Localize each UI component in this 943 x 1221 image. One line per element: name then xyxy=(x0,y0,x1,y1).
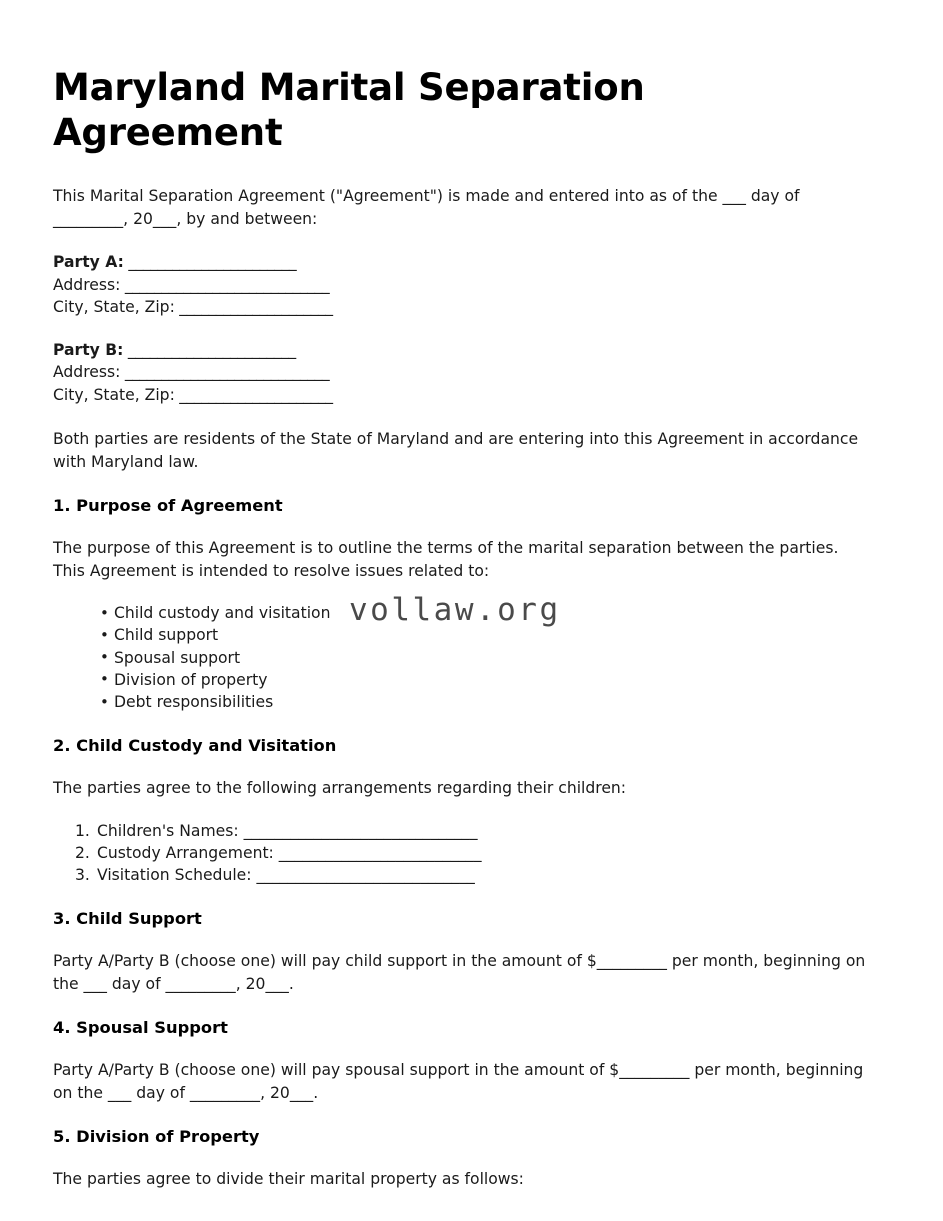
list-item: Children's Names: ______________________________ xyxy=(97,821,478,840)
list-item: • Debt responsibilities xyxy=(100,691,875,713)
list-item: Visitation Schedule: ____________________________ xyxy=(97,866,475,885)
watermark: vollaw.org xyxy=(349,592,561,628)
section-body-2: The parties agree to the following arrangements regarding their children: xyxy=(53,779,627,798)
party-a-city-blank: _____________________ xyxy=(174,298,333,317)
party-a-label: Party A: xyxy=(53,253,124,272)
section-heading-2: 2. Child Custody and Visitation xyxy=(53,736,337,756)
residency-paragraph: Both parties are residents of the State of Maryland and are entering into this Agreement in accordance with Maryland law. xyxy=(53,430,859,471)
party-a-address-line xyxy=(53,274,875,297)
party-b-city-blank: _____________________ xyxy=(174,385,333,404)
party-a-address-label: Address: xyxy=(53,275,121,294)
list-item: • Child support xyxy=(100,624,875,646)
party-b-city-label: City, State, Zip: xyxy=(53,385,175,404)
section-heading-5: 5. Division of Property xyxy=(53,1127,260,1147)
party-a-block xyxy=(53,251,875,319)
section-heading-4: 4. Spousal Support xyxy=(53,1018,228,1038)
party-b-name-line xyxy=(53,339,875,362)
section-body-5: The parties agree to divide their marital property as follows: xyxy=(53,1170,524,1189)
list-item: • Spousal support xyxy=(100,647,875,669)
section-body-3: Party A/Party B (choose one) will pay child support in the amount of $_________ per month, beginning on the ___ day of _________, 20___. xyxy=(53,952,866,993)
party-a-name-blank: _______________________ xyxy=(123,253,297,272)
custody-numbered-list xyxy=(53,820,875,887)
party-b-address-blank: ____________________________ xyxy=(120,363,330,382)
list-item: • Child custody and visitation xyxy=(100,602,875,624)
party-b-block xyxy=(53,339,875,407)
section-body-1: The purpose of this Agreement is to outline the terms of the marital separation between the parties. This Agreement is intended to resolve issues related to: xyxy=(53,539,839,580)
purpose-bullet-list xyxy=(53,602,875,713)
party-b-name-blank: _______________________ xyxy=(123,340,296,359)
party-a-city-line xyxy=(53,296,875,319)
list-item: Custody Arrangement: __________________________ xyxy=(97,843,482,862)
intro-paragraph: This Marital Separation Agreement ("Agreement") is made and entered into as of the ___ day of _________, 20___, by and between: xyxy=(53,187,800,228)
page-title: Maryland Marital Separation Agreement xyxy=(53,66,645,155)
party-b-city-line xyxy=(53,384,875,407)
party-a-name-line xyxy=(53,251,875,274)
party-a-city-label: City, State, Zip: xyxy=(53,298,175,317)
list-item: • Division of property xyxy=(100,669,875,691)
party-a-address-blank: ____________________________ xyxy=(120,275,330,294)
party-b-label: Party B: xyxy=(53,340,124,359)
party-b-address-label: Address: xyxy=(53,363,121,382)
section-heading-1: 1. Purpose of Agreement xyxy=(53,496,283,516)
section-body-4: Party A/Party B (choose one) will pay spousal support in the amount of $_________ per month, beginning on the ___ day of _________, 20___. xyxy=(53,1061,864,1102)
party-b-address-line xyxy=(53,361,875,384)
section-heading-3: 3. Child Support xyxy=(53,909,202,929)
